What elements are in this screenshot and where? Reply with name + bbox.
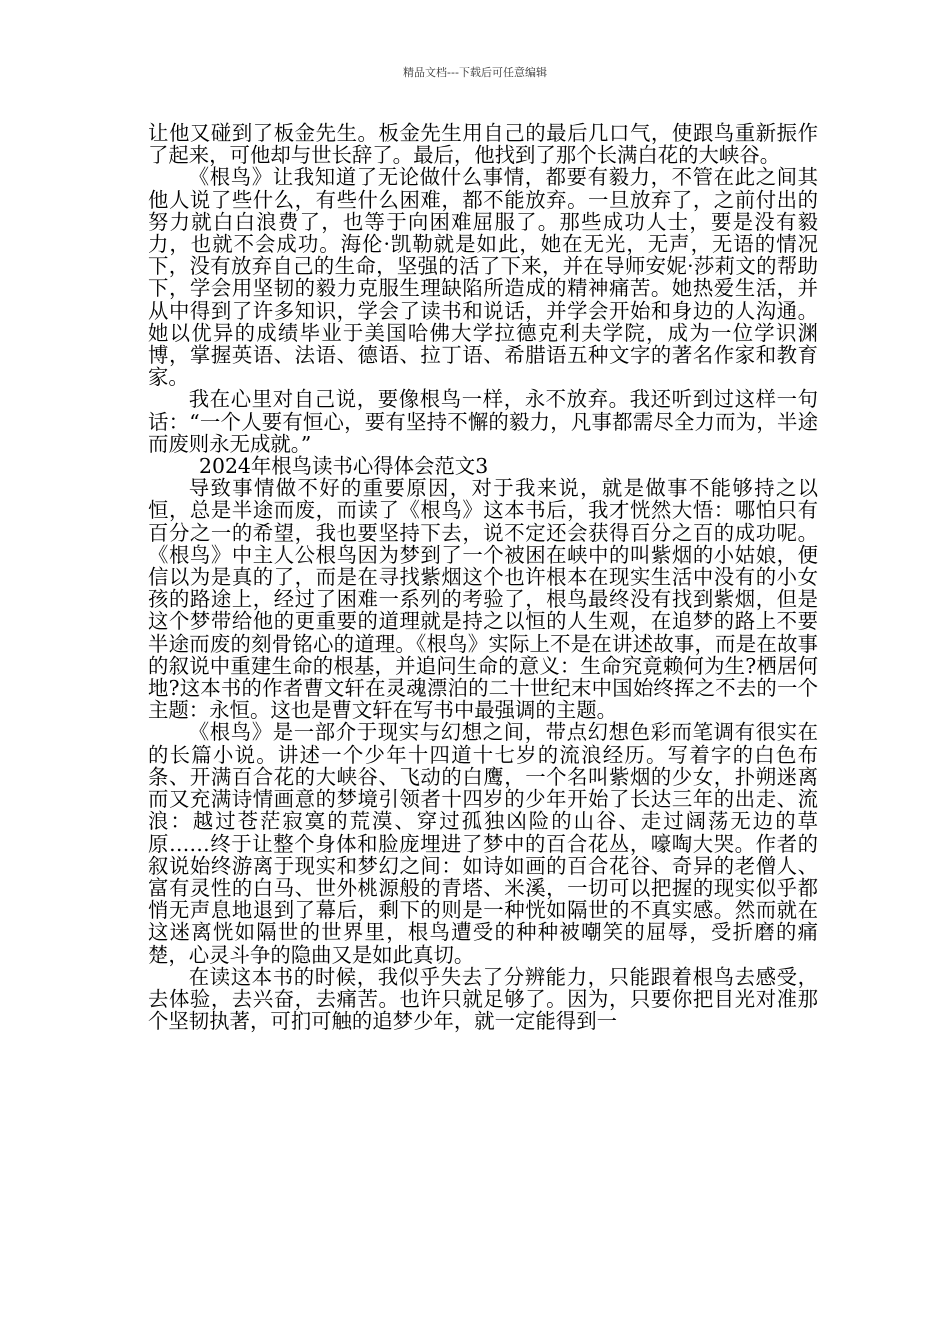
document-body	[148, 122, 818, 1032]
paragraph: 《根鸟》是一部介于现实与幻想之间，带点幻想色彩而笔调有很实在的长篇小说。讲述一个少年十四道十七岁的流浪经历。写着字的白色布条、开满百合花的大峡谷、飞动的白鹰，一个名叫紫烟的少女，扑朔迷离而又充满诗情画意的梦境引领者十四岁的少年开始了长达三年的出走、流浪：越过苍茫寂寞的荒漠、穿过孤独凶险的山谷、走过阔荡无边的草原……终于让整个身体和脸庞埋进了梦中的百合花丛，嚎啕大哭。作者的叙说始终游离于现实和梦幻之间：如诗如画的百合花谷、奇异的老僧人、富有灵性的白马、世外桃源般的青塔、米溪，一切可以把握的现实似乎都悄无声息地退到了幕后，剩下的则是一种恍如隔世的不真实感。然而就在这迷离恍如隔世的世界里，根鸟遭受的种种被嘲笑的屈辱，受折磨的痛楚，心灵斗争的隐曲又是如此真切。	[148, 720, 818, 967]
page-header: 精品文档---下载后可任意编辑	[403, 66, 547, 79]
section-heading: 2024年根鸟读书心得体会范文3	[199, 454, 489, 479]
paragraph: 导致事情做不好的重要原因，对于我来说，就是做事不能够持之以恒，总是半途而废，而读了《根鸟》这本书后，我才恍然大悟：哪怕只有百分之一的希望，我也要坚持下去，说不定还会获得百分之百的成功呢。《根鸟》中主人公根鸟因为梦到了一个被困在峡中的叫紫烟的小姑娘，便信以为是真的了，而是在寻找紫烟这个也许根本在现实生活中没有的小女孩的路途上，经过了困难一系列的考验了，根鸟最终没有找到紫烟，但是这个梦带给他的更重要的道理就是持之以恒的人生观，在追梦的路上不要半途而废的刻骨铭心的道理。《根鸟》实际上不是在讲述故事，而是在故事的叙说中重建生命的根基，并追问生命的意义：生命究竟赖何为生?栖居何地?这本书的作者曹文轩在灵魂漂泊的二十世纪末中国始终挥之不去的一个主题：永恒。这也是曹文轩在写书中最强调的主题。	[148, 476, 818, 723]
paragraph: 我在心里对自己说，要像根鸟一样，永不放弃。我还听到过这样一句话：“一个人要有恒心，要有坚持不懈的毅力，凡事都需尽全力而为，半途而废则永无成就。”	[148, 387, 818, 456]
paragraph: 《根鸟》让我知道了无论做什么事情，都要有毅力，不管在此之间其他人说了些什么，有些什么困难，都不能放弃。一旦放弃了，之前付出的努力就白白浪费了，也等于向困难屈服了。那些成功人士，要是没有毅力，也就不会成功。海伦·凯勒就是如此，她在无光，无声，无语的情况下，没有放弃自己的生命，坚强的活了下来，并在导师安妮·莎莉文的帮助下，学会用坚韧的毅力克服生理缺陷所造成的精神痛苦。她热爱生活，并从中得到了许多知识，学会了读书和说话，并学会开始和身边的人沟通。她以优异的成绩毕业于美国哈佛大学拉德克利夫学院，成为一位学识渊博，掌握英语、法语、德语、拉丁语、希腊语五种文字的著名作家和教育家。	[148, 165, 818, 390]
paragraph-continuation: 让他又碰到了板金先生。板金先生用自己的最后几口气，使跟鸟重新振作了起来，可他却与世长辞了。最后，他找到了那个长满白花的大峡谷。	[148, 121, 818, 168]
paragraph: 在读这本书的时候，我似乎失去了分辨能力，只能跟着根鸟去感受，去体验，去兴奋，去痛苦。也许只就足够了。因为，只要你把目光对准那个坚韧执著，可扪可触的追梦少年，就一定能得到一	[148, 964, 818, 1034]
